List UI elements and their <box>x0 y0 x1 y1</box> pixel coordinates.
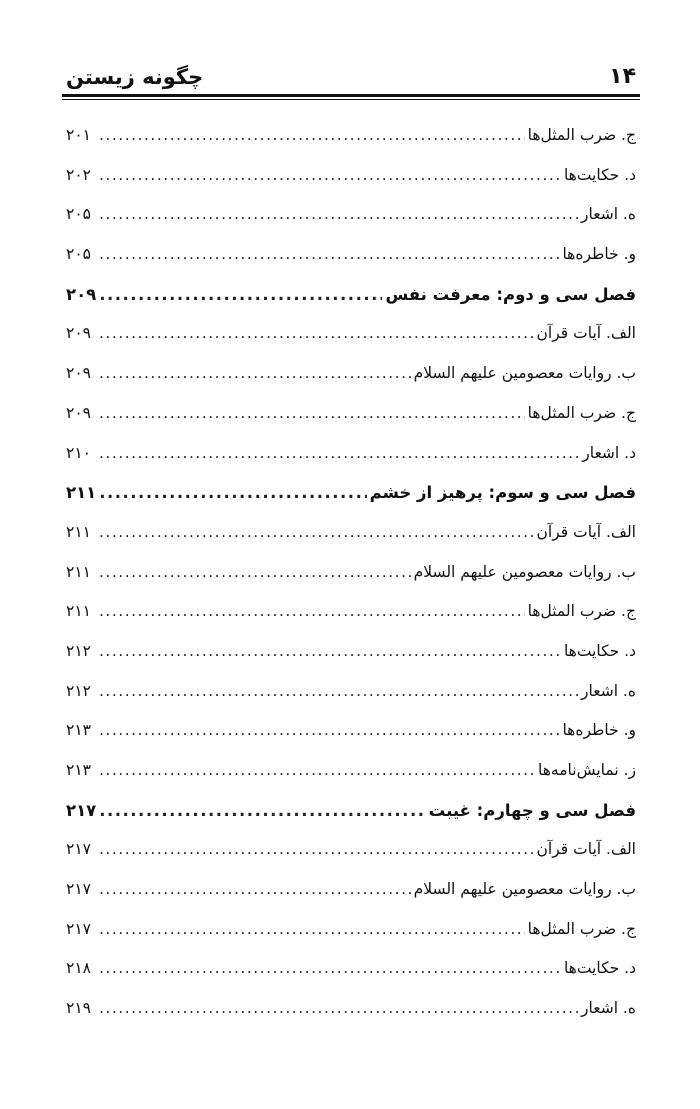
toc-dot-leader <box>99 870 411 910</box>
toc-section-row <box>66 949 636 989</box>
toc-section-row <box>66 314 636 354</box>
toc-chapter-title: فصل سی و دوم: معرفت نفس <box>385 284 636 304</box>
toc-chapter-row <box>66 791 636 831</box>
toc-section-row <box>66 195 636 235</box>
toc-dot-leader <box>99 632 561 672</box>
toc-page-number: ۲۱۲ <box>66 641 91 660</box>
toc-dot-leader <box>99 711 559 751</box>
toc-section-row <box>66 989 636 1029</box>
header-rule-thin <box>62 99 640 100</box>
toc-page-number: ۲۱۰ <box>66 443 91 462</box>
toc-dot-leader <box>99 553 411 593</box>
toc-page-number: ۲۱۱ <box>66 483 97 503</box>
toc-section-title: ه. اشعار <box>581 205 636 224</box>
toc-dot-leader <box>99 989 578 1029</box>
toc-page-number: ۲۰۹ <box>66 403 91 422</box>
toc-chapter-row <box>66 473 636 513</box>
toc-section-title: ج. ضرب المثل‌ها <box>527 403 636 422</box>
toc-page-number: ۲۱۷ <box>66 800 97 820</box>
toc-page-number: ۲۰۵ <box>66 245 91 264</box>
toc-dot-leader <box>99 354 411 394</box>
toc-page-number: ۲۱۷ <box>66 919 91 938</box>
toc-dot-leader <box>99 949 561 989</box>
toc-section-title: ج. ضرب المثل‌ها <box>527 126 636 144</box>
toc-section-row <box>66 751 636 791</box>
toc-dot-leader <box>99 314 534 354</box>
toc-page-number: ۲۱۳ <box>66 721 91 740</box>
toc-section-title: د. حکایت‌ها <box>563 165 636 184</box>
toc-dot-leader <box>99 751 535 791</box>
toc-dot-leader <box>99 195 578 235</box>
toc-chapter-title: فصل سی و سوم: پرهیز از خشم <box>369 483 636 503</box>
toc-dot-leader <box>99 434 579 474</box>
toc-section-title: الف. آیات قرآن <box>536 840 636 859</box>
toc-section-row <box>66 632 636 672</box>
toc-section-title: ب. روایات معصومین علیهم السلام <box>413 364 636 383</box>
toc-section-title: ج. ضرب المثل‌ها <box>527 602 636 621</box>
toc-page-number: ۲۰۱ <box>66 126 91 144</box>
toc-section-title: ج. ضرب المثل‌ها <box>527 919 636 938</box>
toc-chapter-title: فصل سی و چهارم: غیبت <box>428 800 636 820</box>
toc-section-row <box>66 156 636 196</box>
toc-dot-leader <box>99 116 525 156</box>
toc-page-number: ۲۱۲ <box>66 681 91 700</box>
toc-section-row <box>66 394 636 434</box>
toc-section-title: ه. اشعار <box>581 999 636 1018</box>
running-title: چگونه زیستن <box>66 65 204 89</box>
toc-chapter-row <box>66 275 636 315</box>
toc-section-row <box>66 711 636 751</box>
toc-dot-leader <box>99 830 534 870</box>
toc-section-title: الف. آیات قرآن <box>536 522 636 541</box>
toc-page-number: ۲۱۷ <box>66 840 91 859</box>
toc-dot-leader <box>99 513 534 553</box>
toc-dot-leader <box>99 672 578 712</box>
toc-dot-leader <box>99 592 525 632</box>
toc-page-number: ۲۱۱ <box>66 522 91 541</box>
toc-dot-leader <box>99 394 525 434</box>
toc-section-row <box>66 434 636 474</box>
toc-dot-leader <box>99 275 382 315</box>
toc-page-number: ۲۰۲ <box>66 165 91 184</box>
toc-section-row <box>66 235 636 275</box>
toc-section-row <box>66 592 636 632</box>
toc-dot-leader <box>99 235 559 275</box>
toc-dot-leader <box>99 156 561 196</box>
toc-page-number: ۲۱۸ <box>66 959 91 978</box>
toc-page-number: ۲۰۹ <box>66 324 91 343</box>
toc-page-number: ۲۰۹ <box>66 284 97 304</box>
toc-section-row <box>66 870 636 910</box>
toc-page-number: ۲۱۹ <box>66 999 91 1018</box>
toc-page-number: ۲۰۵ <box>66 205 91 224</box>
toc-section-title: د. اشعار <box>582 443 636 462</box>
toc-section-title: ب. روایات معصومین علیهم السلام <box>413 880 636 899</box>
table-of-contents <box>66 116 636 1029</box>
toc-section-title: د. حکایت‌ها <box>563 641 636 660</box>
page-number: ۱۴ <box>609 64 636 89</box>
toc-section-row <box>66 513 636 553</box>
toc-page-number: ۲۱۱ <box>66 562 91 581</box>
toc-section-title: ب. روایات معصومین علیهم السلام <box>413 562 636 581</box>
toc-dot-leader <box>99 791 425 831</box>
toc-page-number: ۲۱۱ <box>66 602 91 621</box>
toc-page-number: ۲۰۹ <box>66 364 91 383</box>
toc-dot-leader <box>99 473 366 513</box>
toc-page-number: ۲۱۳ <box>66 761 91 779</box>
page-header <box>64 58 638 94</box>
toc-section-title: الف. آیات قرآن <box>536 324 636 343</box>
toc-section-row <box>66 354 636 394</box>
toc-page-number: ۲۱۷ <box>66 880 91 899</box>
toc-dot-leader <box>99 910 525 950</box>
toc-section-row <box>66 553 636 593</box>
toc-section-title: ه. اشعار <box>581 681 636 700</box>
header-rule-thick <box>62 94 640 97</box>
toc-section-row <box>66 116 636 156</box>
toc-section-row <box>66 672 636 712</box>
toc-section-row <box>66 830 636 870</box>
toc-section-title: د. حکایت‌ها <box>563 959 636 978</box>
toc-section-title: ز. نمایش‌نامه‌ها <box>538 761 636 779</box>
toc-section-title: و. خاطره‌ها <box>562 245 636 264</box>
toc-section-title: و. خاطره‌ها <box>562 721 636 740</box>
toc-section-row <box>66 910 636 950</box>
